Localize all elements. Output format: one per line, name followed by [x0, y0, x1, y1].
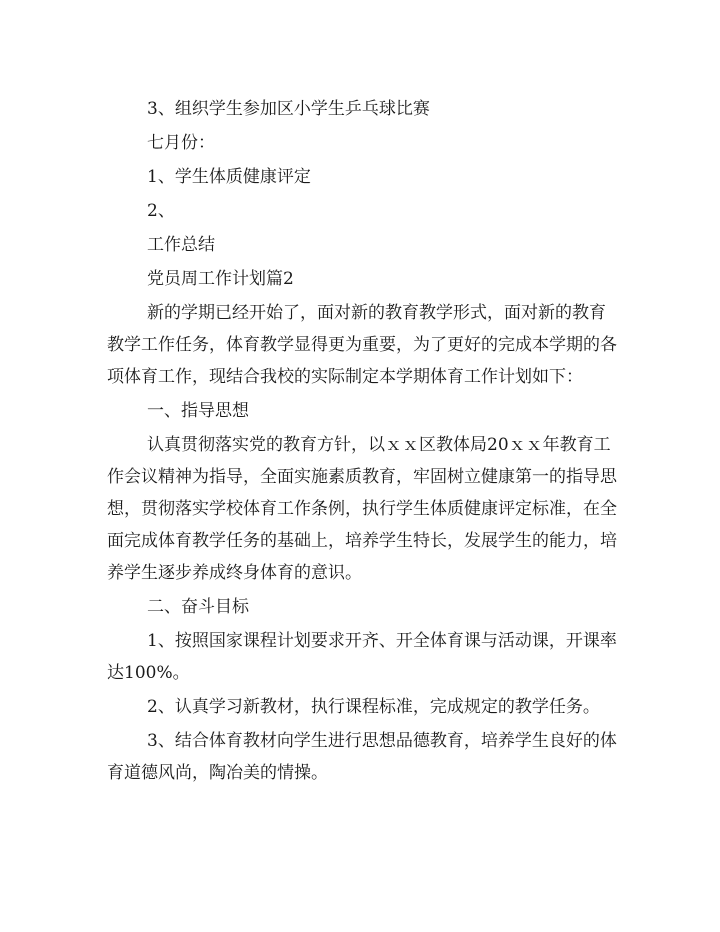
section-heading: 一、指导思想	[147, 401, 249, 421]
plan-item-line: 2、	[147, 201, 175, 221]
section-heading: 二、奋斗目标	[147, 597, 249, 617]
plan-item-line: 3、组织学生参加区小学生乒乓球比赛	[147, 99, 430, 119]
section-label: 工作总结	[147, 235, 215, 255]
intro-paragraph: 新的学期已经开始了，面对新的教育教学形式，面对新的教育教学工作任务，体育教学显得更为重要，为了更好的完成本学期的各项体育工作，现结合我校的实际制定本学期体育工作计划如下：	[107, 303, 617, 387]
guiding-thought-paragraph: 认真贯彻落实党的教育方针，以ｘｘ区教体局20ｘｘ年教育工作会议精神为指导，全面实施素质教育，牢固树立健康第一的指导思想，贯彻落实学校体育工作条例，执行学生体质健康评定标准，在全面完成体育教学任务的基础上，培养学生特长，发展学生的能力，培养学生逐步养成终身体育的意识。	[107, 435, 617, 583]
month-heading: 七月份：	[147, 133, 215, 153]
goal-item: 3、结合体育教材向学生进行思想品德教育，培养学生良好的体育道德风尚，陶冶美的情操。	[107, 731, 617, 783]
document-page	[107, 93, 617, 791]
plan-item-line: 1、学生体质健康评定	[147, 167, 311, 187]
goal-item: 2、认真学习新教材，执行课程标准，完成规定的教学任务。	[147, 697, 600, 717]
goal-item: 1、按照国家课程计划要求开齐、开全体育课与活动课，开课率达100%。	[107, 631, 617, 683]
article-title: 党员周工作计划篇2	[147, 269, 294, 289]
